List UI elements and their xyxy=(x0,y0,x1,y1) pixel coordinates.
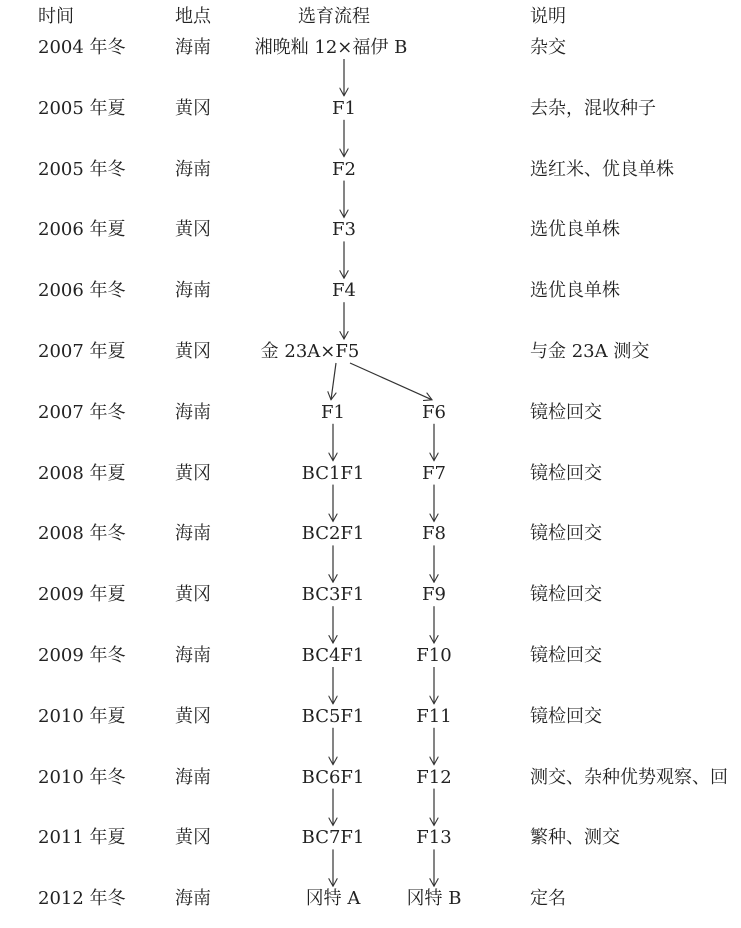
row-desc: 选优良单株 xyxy=(530,280,620,302)
header-place: 地点 xyxy=(175,6,211,27)
flow-arrow xyxy=(350,363,432,400)
header-flow: 选育流程 xyxy=(298,6,370,27)
row-desc: 去杂，混收种子 xyxy=(530,97,656,119)
row-place: 海南 xyxy=(175,158,211,180)
row-place: 海南 xyxy=(175,645,211,666)
flow-node-right: F11 xyxy=(416,705,452,727)
row-desc: 繁种、测交 xyxy=(530,827,620,849)
flow-node-left: BC7F1 xyxy=(301,827,365,849)
flow-node-right: F12 xyxy=(416,766,452,788)
flow-node: F1 xyxy=(332,97,356,119)
flow-node-right: 冈特 B xyxy=(406,888,462,910)
row-place: 黄冈 xyxy=(175,219,211,241)
row-time: 2009 年夏 xyxy=(38,584,126,606)
row-desc: 杂交 xyxy=(530,37,566,58)
row-place: 黄冈 xyxy=(175,341,211,362)
row-desc: 镜检回交 xyxy=(530,462,602,484)
flow-arrow xyxy=(331,363,336,400)
row-place: 海南 xyxy=(175,523,211,545)
flow-node-left: F1 xyxy=(321,401,345,423)
row-desc: 镜检回交 xyxy=(530,584,602,606)
row-time: 2005 年冬 xyxy=(38,158,126,180)
row-desc: 选优良单株 xyxy=(530,219,620,241)
row-place: 海南 xyxy=(175,37,211,58)
row-place: 黄冈 xyxy=(175,584,211,606)
flow-node: F3 xyxy=(332,219,356,241)
flow-node-right: F7 xyxy=(422,462,446,484)
flow-node-left: BC1F1 xyxy=(301,462,365,484)
row-desc: 选红米、优良单株 xyxy=(530,158,674,180)
flow-node-right: F9 xyxy=(422,584,446,606)
row-desc: 镜检回交 xyxy=(530,401,602,423)
flow-node-left: BC5F1 xyxy=(301,705,365,727)
row-time: 2006 年冬 xyxy=(38,280,126,302)
row-time: 2007 年夏 xyxy=(38,341,126,362)
row-place: 海南 xyxy=(175,888,211,910)
flow-node: F4 xyxy=(332,280,356,302)
row-place: 海南 xyxy=(175,766,211,788)
row-place: 黄冈 xyxy=(175,97,211,119)
header-time: 时间 xyxy=(38,6,74,27)
flow-node-right: F8 xyxy=(422,523,446,545)
row-time: 2009 年冬 xyxy=(38,645,126,666)
flow-node-right: F13 xyxy=(416,827,452,849)
flow-node-left: BC2F1 xyxy=(301,523,365,545)
row-time: 2006 年夏 xyxy=(38,219,126,241)
row-time: 2010 年冬 xyxy=(38,766,126,788)
flow-node-left: BC3F1 xyxy=(301,584,365,606)
row-place: 黄冈 xyxy=(175,705,211,727)
row-time: 2008 年冬 xyxy=(38,523,126,545)
row-time: 2010 年夏 xyxy=(38,705,126,727)
flow-node-right: F10 xyxy=(416,645,452,666)
row-desc: 定名 xyxy=(530,888,566,910)
row-time: 2004 年冬 xyxy=(38,37,126,58)
row-time: 2008 年夏 xyxy=(38,462,126,484)
flow-node-left: BC6F1 xyxy=(301,766,365,788)
row-desc: 与金 23A 测交 xyxy=(530,341,650,362)
flow-node-right: F6 xyxy=(422,401,446,423)
row-time: 2011 年夏 xyxy=(38,827,126,849)
header-desc: 说明 xyxy=(530,6,566,27)
row-desc: 镜检回交 xyxy=(530,705,602,727)
flow-node: 湘晚籼 12×福伊 B xyxy=(254,37,408,58)
row-place: 黄冈 xyxy=(175,462,211,484)
row-time: 2005 年夏 xyxy=(38,97,126,119)
row-time: 2007 年冬 xyxy=(38,401,126,423)
row-place: 海南 xyxy=(175,280,211,302)
flow-node-left: BC4F1 xyxy=(301,645,365,666)
flow-node: F2 xyxy=(332,158,356,180)
row-desc: 镜检回交 xyxy=(530,645,602,666)
row-place: 黄冈 xyxy=(175,827,211,849)
row-desc: 测交、杂种优势观察、回 xyxy=(530,766,728,788)
row-desc: 镜检回交 xyxy=(530,523,602,545)
row-time: 2012 年冬 xyxy=(38,888,126,910)
row-place: 海南 xyxy=(175,401,211,423)
flow-node: 金 23A×F5 xyxy=(260,341,360,362)
flow-node-left: 冈特 A xyxy=(305,888,361,910)
